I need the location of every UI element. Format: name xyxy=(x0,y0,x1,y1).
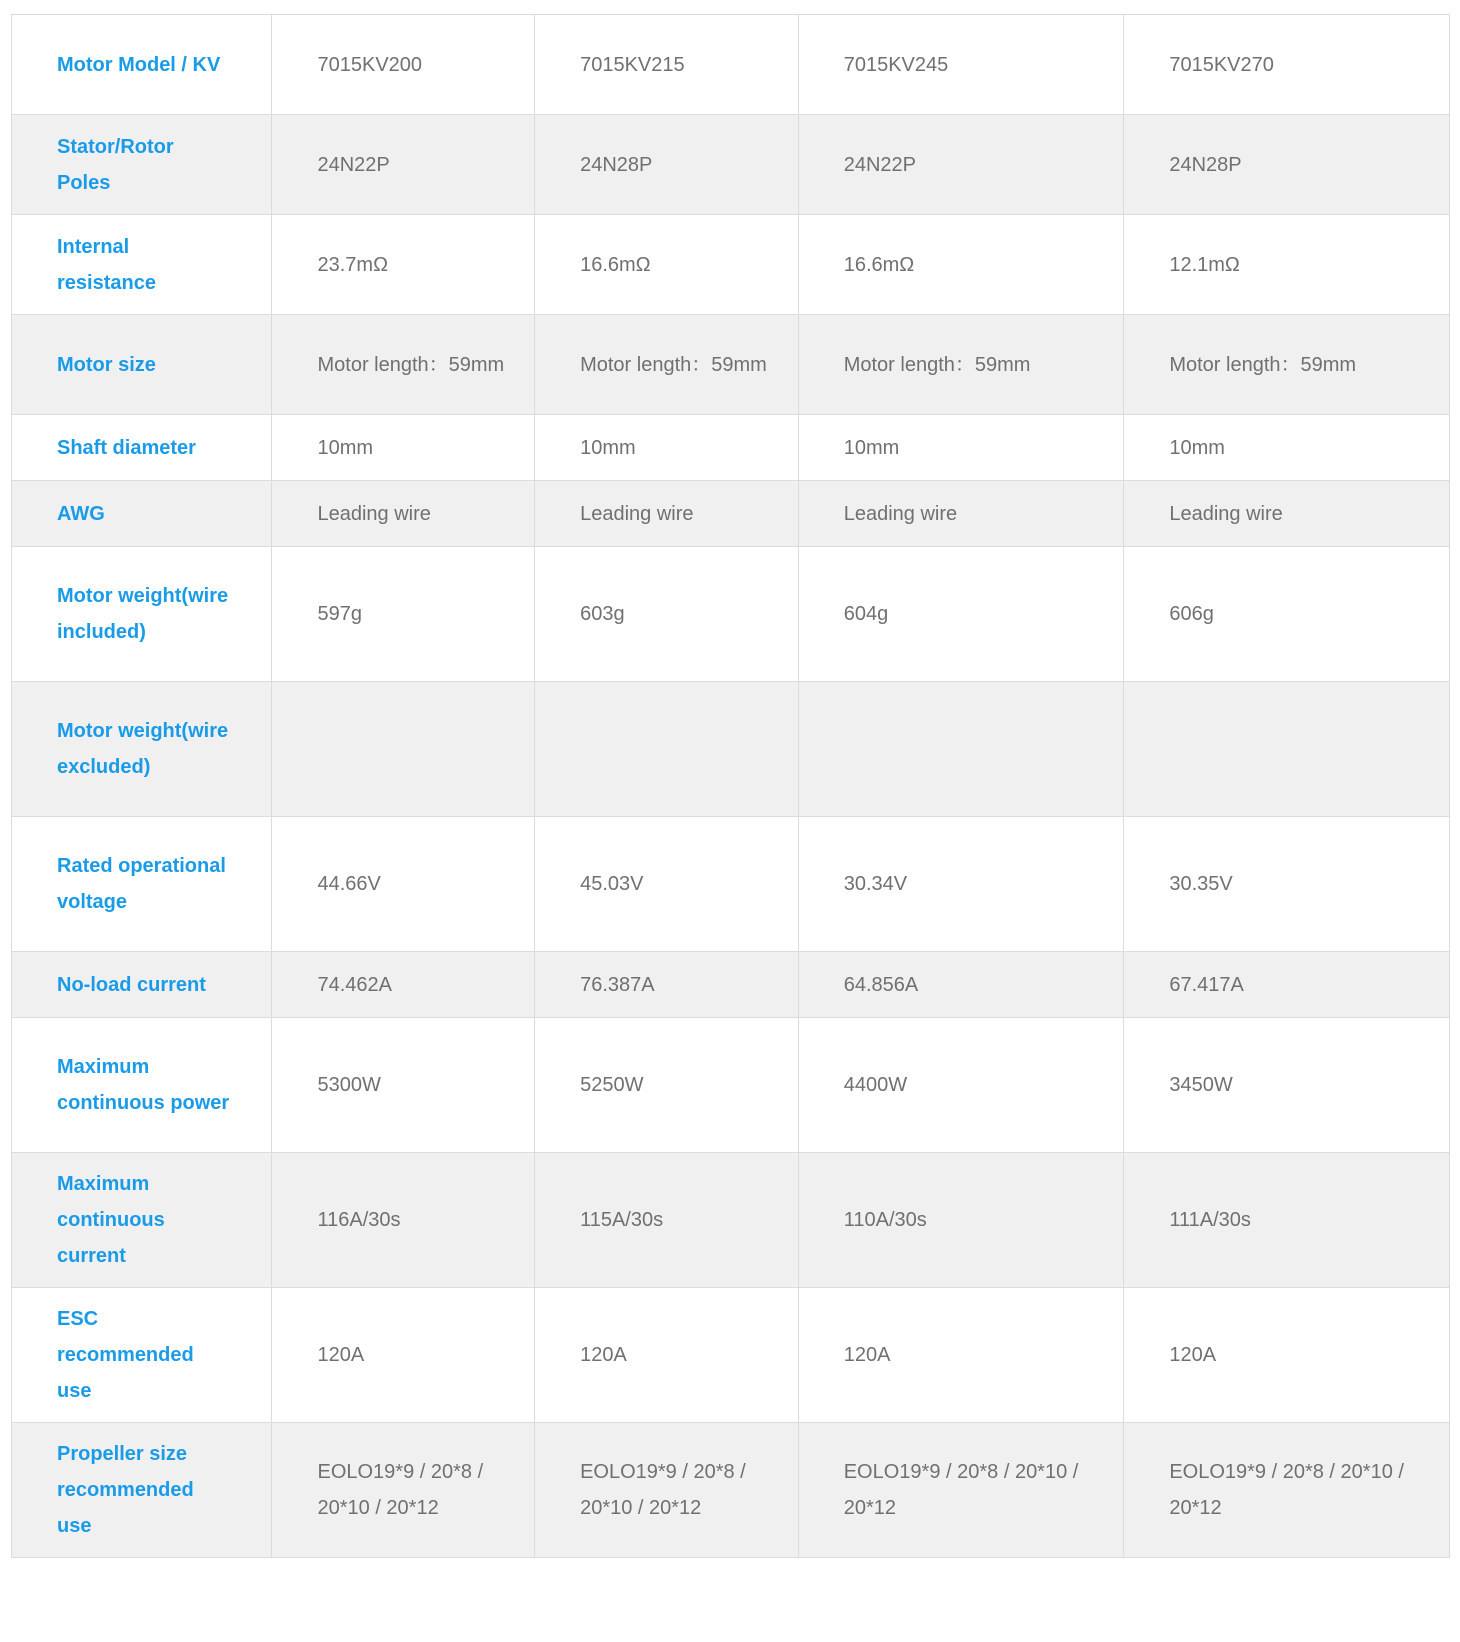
spec-row-no-load-current xyxy=(12,952,1450,1018)
spec-row-weight-included xyxy=(12,547,1450,682)
value-cell: EOLO19*9 / 20*8 / 20*10 / 20*12 xyxy=(535,1423,799,1558)
row-label: Motor weight(wire excluded) xyxy=(12,682,272,817)
row-label: Maximum continuous current xyxy=(12,1153,272,1288)
value-cell: 45.03V xyxy=(535,817,799,952)
value-cell: 116A/30s xyxy=(272,1153,535,1288)
value-cell: 24N22P xyxy=(798,115,1124,215)
row-label: Rated operational voltage xyxy=(12,817,272,952)
value-cell: 24N22P xyxy=(272,115,535,215)
value-cell: 74.462A xyxy=(272,952,535,1018)
spec-row-rated-voltage xyxy=(12,817,1450,952)
value-cell: 110A/30s xyxy=(798,1153,1124,1288)
spec-row-shaft-diameter xyxy=(12,415,1450,481)
value-cell: 76.387A xyxy=(535,952,799,1018)
value-cell: 10mm xyxy=(272,415,535,481)
motor-spec-table xyxy=(11,14,1450,1558)
value-cell: Motor length：59mm xyxy=(1124,315,1450,415)
value-cell: 7015KV245 xyxy=(798,15,1124,115)
value-cell: 4400W xyxy=(798,1018,1124,1153)
spec-row-awg xyxy=(12,481,1450,547)
row-label: Shaft diameter xyxy=(12,415,272,481)
value-cell: Leading wire xyxy=(535,481,799,547)
row-label: Stator/Rotor Poles xyxy=(12,115,272,215)
value-cell: EOLO19*9 / 20*8 / 20*10 / 20*12 xyxy=(1124,1423,1450,1558)
value-cell: 603g xyxy=(535,547,799,682)
row-label: Motor weight(wire included) xyxy=(12,547,272,682)
value-cell: 30.34V xyxy=(798,817,1124,952)
spec-row-internal-resistance xyxy=(12,215,1450,315)
value-cell xyxy=(1124,682,1450,817)
spec-row-weight-excluded xyxy=(12,682,1450,817)
spec-table-body xyxy=(12,15,1450,1558)
value-cell: Motor length：59mm xyxy=(798,315,1124,415)
value-cell: 24N28P xyxy=(1124,115,1450,215)
value-cell: Leading wire xyxy=(798,481,1124,547)
value-cell xyxy=(535,682,799,817)
value-cell: 7015KV200 xyxy=(272,15,535,115)
spec-row-motor-size xyxy=(12,315,1450,415)
spec-row-propeller xyxy=(12,1423,1450,1558)
row-label: Motor Model / KV xyxy=(12,15,272,115)
value-cell xyxy=(798,682,1124,817)
value-cell: 64.856A xyxy=(798,952,1124,1018)
value-cell: 24N28P xyxy=(535,115,799,215)
row-label: Maximum continuous power xyxy=(12,1018,272,1153)
value-cell: 10mm xyxy=(1124,415,1450,481)
value-cell: Leading wire xyxy=(272,481,535,547)
row-label: Internal resistance xyxy=(12,215,272,315)
spec-row-max-current xyxy=(12,1153,1450,1288)
value-cell: 120A xyxy=(1124,1288,1450,1423)
value-cell: 3450W xyxy=(1124,1018,1450,1153)
value-cell: 12.1mΩ xyxy=(1124,215,1450,315)
spec-row-max-power xyxy=(12,1018,1450,1153)
value-cell: 606g xyxy=(1124,547,1450,682)
value-cell: 16.6mΩ xyxy=(798,215,1124,315)
value-cell: EOLO19*9 / 20*8 / 20*10 / 20*12 xyxy=(798,1423,1124,1558)
value-cell: 7015KV215 xyxy=(535,15,799,115)
spec-row-poles xyxy=(12,115,1450,215)
row-label: ESC recommended use xyxy=(12,1288,272,1423)
row-label: No-load current xyxy=(12,952,272,1018)
value-cell: 604g xyxy=(798,547,1124,682)
value-cell: 120A xyxy=(535,1288,799,1423)
spec-row-esc xyxy=(12,1288,1450,1423)
value-cell: 16.6mΩ xyxy=(535,215,799,315)
row-label: AWG xyxy=(12,481,272,547)
row-label: Propeller size recommended use xyxy=(12,1423,272,1558)
spec-row-motor-model xyxy=(12,15,1450,115)
value-cell: 10mm xyxy=(535,415,799,481)
value-cell: Leading wire xyxy=(1124,481,1450,547)
value-cell: 120A xyxy=(272,1288,535,1423)
value-cell: 115A/30s xyxy=(535,1153,799,1288)
value-cell: 597g xyxy=(272,547,535,682)
value-cell: 111A/30s xyxy=(1124,1153,1450,1288)
value-cell: 5250W xyxy=(535,1018,799,1153)
value-cell: 23.7mΩ xyxy=(272,215,535,315)
value-cell: 5300W xyxy=(272,1018,535,1153)
value-cell: 67.417A xyxy=(1124,952,1450,1018)
value-cell: 7015KV270 xyxy=(1124,15,1450,115)
value-cell: 30.35V xyxy=(1124,817,1450,952)
value-cell: 44.66V xyxy=(272,817,535,952)
value-cell xyxy=(272,682,535,817)
value-cell: 10mm xyxy=(798,415,1124,481)
value-cell: 120A xyxy=(798,1288,1124,1423)
row-label: Motor size xyxy=(12,315,272,415)
value-cell: EOLO19*9 / 20*8 / 20*10 / 20*12 xyxy=(272,1423,535,1558)
value-cell: Motor length：59mm xyxy=(272,315,535,415)
value-cell: Motor length：59mm xyxy=(535,315,799,415)
